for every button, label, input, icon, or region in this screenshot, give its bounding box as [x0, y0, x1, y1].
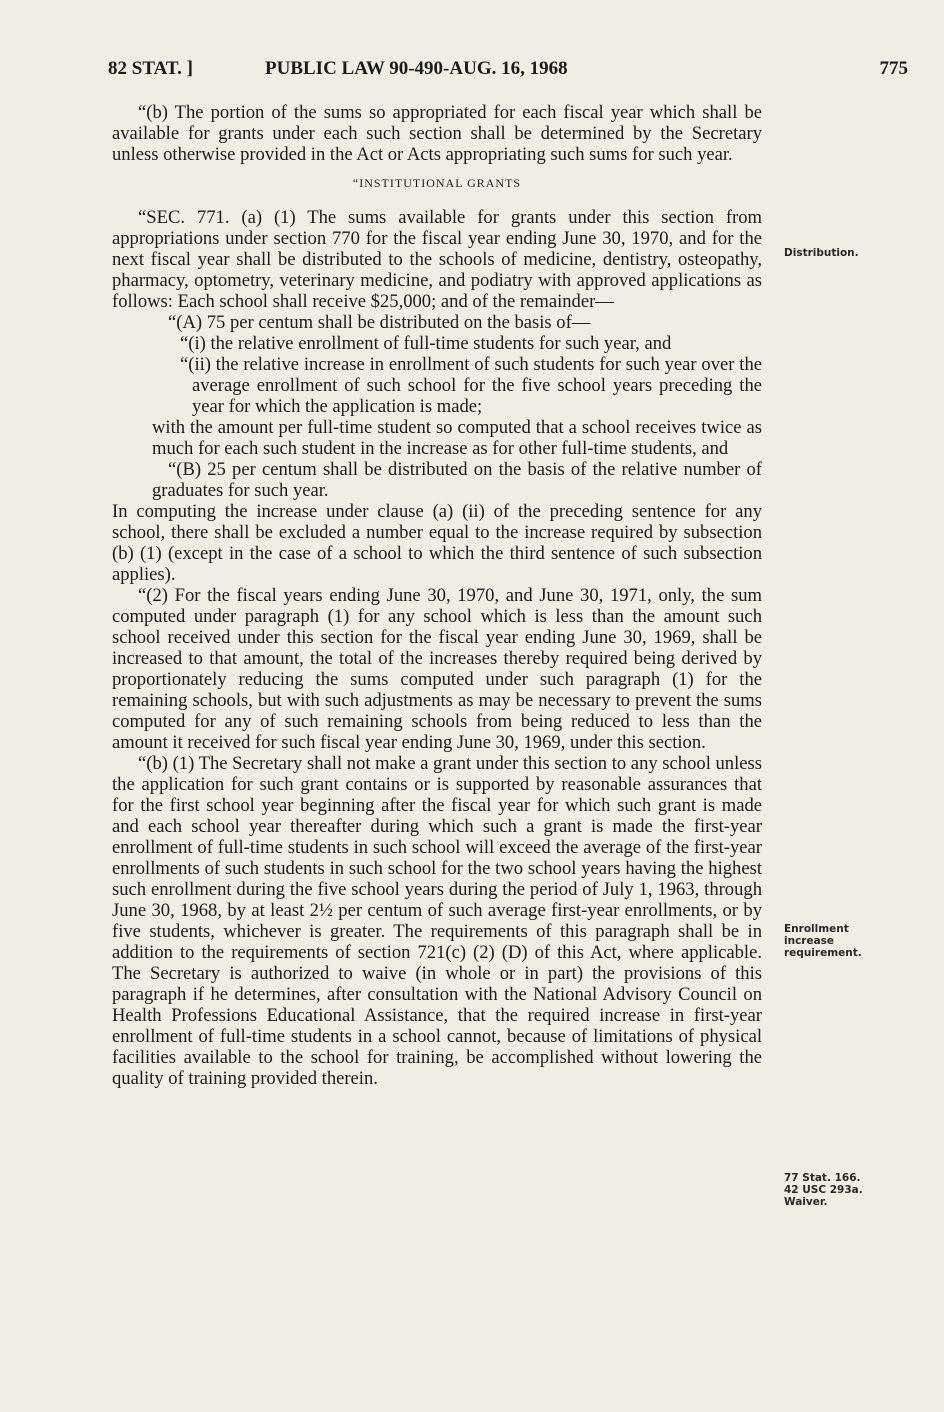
clause-ii: “(ii) the relative increase in enrollment of such students for such year over the average enrollment of such school for the five school years preceding the year for which the application is made;	[180, 354, 762, 417]
header-statute-ref: 82 STAT. ]	[108, 58, 193, 79]
body-text	[112, 102, 762, 1089]
header-title: PUBLIC LAW 90-490-AUG. 16, 1968	[265, 58, 568, 79]
header-page-number: 775	[879, 58, 908, 79]
clause-a: “(A) 75 per centum shall be distributed on the basis of—	[168, 312, 591, 333]
paragraph-b: “(b) The portion of the sums so appropriated for each fiscal year which shall be available for grants under each such section shall be determined by the Secretary unless otherwise provided in the Act or Acts appropriating such sums for such year.	[112, 102, 762, 165]
margin-note-waiver: Waiver.	[784, 1196, 828, 1208]
clause-b: “(B) 25 per centum shall be distributed on the basis of the relative number of graduates for such year.	[152, 459, 762, 501]
margin-note-distribution: Distribution.	[784, 247, 859, 259]
margin-note-statute	[784, 1172, 894, 1208]
paragraph-with-amount: with the amount per full-time student so computed that a school receives twice as much for each such student in the increase as for other full-time students, and	[152, 417, 762, 459]
paragraph-sec-771: “SEC. 771. (a) (1) The sums available for grants under this section from appropriations under section 770 for the fiscal year ending June 30, 1970, and for the next fiscal year shall be distributed to the schools of medicine, dentistry, osteopathy, pharmacy, optometry, veterinary medicine, and podiatry with approved applications as follows: Each school shall receive $25,000; and of the remainder—	[112, 207, 762, 312]
margin-note-stat: 77 Stat. 166.	[784, 1172, 861, 1184]
clause-i: “(i) the relative enrollment of full-time students for such year, and	[180, 333, 672, 354]
paragraph-2: “(2) For the fiscal years ending June 30, 1970, and June 30, 1971, only, the sum computed under paragraph (1) for any school which is less than the amount such school received under this section for the fiscal year ending June 30, 1969, shall be increased to that amount, the total of the increases thereby required being derived by proportionately reducing the sums computed under such paragraph (1) for the remaining schools, but with such adjustments as may be necessary to prevent the sums computed for any of such remaining schools from being reduced to less than the amount it received for such fiscal year ending June 30, 1969, under this section.	[112, 585, 762, 753]
section-heading: “INSTITUTIONAL GRANTS	[352, 176, 522, 190]
margin-note-enrollment: Enrollment increase requirement.	[784, 923, 862, 959]
page-header	[108, 58, 908, 88]
paragraph-b-1: “(b) (1) The Secretary shall not make a grant under this section to any school unless the application for such grant contains or is supported by reasonable assurances that for the first school year beginning after the fiscal year for which such grant is made and each school year thereafter during which such a grant is made the first-year enrollment of full-time students in such school will exceed the average of the first-year enrollments of such students in such school for the two school years having the highest such enrollment during the five school years during the period of July 1, 1963, through June 30, 1968, by at least 2½ per centum of such average first-year enrollments, or by five students, whichever is greater. The requirements of this paragraph shall be in addition to the requirements of section 721(c) (2) (D) of this Act, where applicable. The Secretary is authorized to waive (in whole or in part) the provisions of this paragraph if he determines, after consultation with the National Advisory Council on Health Professions Educational Assistance, that the required increase in first-year enrollment of full-time students in a school cannot, because of limitations of physical facilities available to the school for training, be accomplished without lowering the quality of training provided therein.	[112, 753, 762, 1089]
margin-note-usc: 42 USC 293a.	[784, 1184, 863, 1196]
paragraph-computing: In computing the increase under clause (a) (ii) of the preceding sentence for any school, there shall be excluded a number equal to the increase required by subsection (b) (1) (except in the case of a school to which the third sentence of such subsection applies).	[112, 501, 762, 585]
